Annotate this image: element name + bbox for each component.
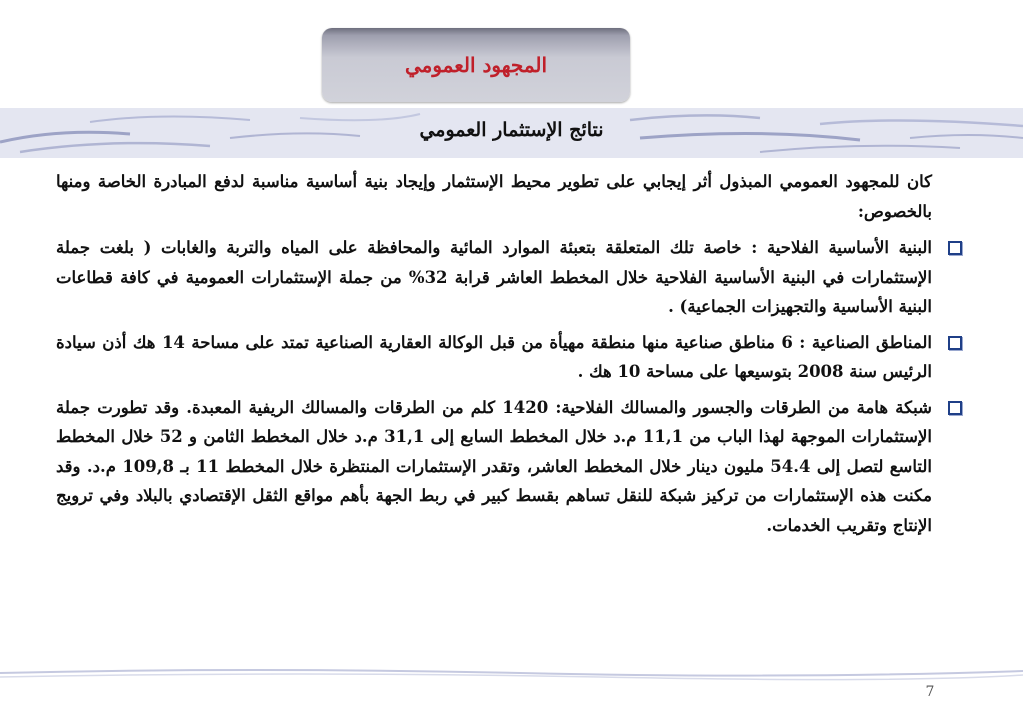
checkbox-bullet-icon	[948, 241, 962, 255]
list-item	[56, 233, 966, 322]
checkbox-bullet-icon	[948, 401, 962, 415]
title-band	[0, 108, 1023, 158]
footer-swirl-decoration	[0, 665, 1023, 681]
list-item	[56, 328, 966, 387]
list-item-text: المناطق الصناعية : 6 مناطق صناعية منها منطقة مهيأة من قبل الوكالة العقارية الصناعية تمتد على مساحة 14 هك أذن سيادة الرئيس سنة 2008 بتوسيعها على مساحة 10 هك .	[56, 332, 932, 381]
section-title: نتائج الإستثمار العمومي	[419, 119, 604, 141]
header-tab	[322, 28, 630, 102]
content-body	[56, 167, 966, 546]
list-item-text: البنية الأساسية الفلاحية : خاصة تلك المتعلقة بتعبئة الموارد المائية والمحافظة على المياه والتربة والغابات ( بلغت جملة الإستثمارات في البنية الأساسية الفلاحية خلال المخطط العاشر قرابة 32% من جملة الإستثمارات العمومية في كافة قطاعات البنية الأساسية والتجهيزات الجماعية) .	[56, 238, 932, 316]
page-number: 7	[925, 684, 935, 700]
checkbox-bullet-icon	[948, 336, 962, 350]
list-item	[56, 393, 966, 541]
list-item-text: شبكة هامة من الطرقات والجسور والمسالك الفلاحية: 1420 كلم من الطرقات والمسالك الريفية المعبدة. وقد تطورت جملة الإستثمارات الموجهة لهذا الباب من 11,1 م.د خلال المخطط السابع إلى 31,1 م.د خلال المخطط الثامن و 52 خلال المخطط التاسع لتصل إلى 54.4 مليون دينار خلال المخطط العاشر، وتقدر الإستثمارات المنتظرة خلال المخطط 11 بـ 109,8 م.د. وقد مكنت هذه الإستثمارات من تركيز شبكة للنقل تساهم بقسط كبير في ربط الجهة بأهم مواقع الثقل الإقتصادي بالبلاد وفي ترويج الإنتاج وتقريب الخدمات.	[56, 397, 932, 535]
header-title: المجهود العمومي	[404, 53, 548, 77]
intro-paragraph: كان للمجهود العمومي المبذول أثر إيجابي على تطوير محيط الإستثمار وإيجاد بنية أساسية مناسبة لدفع المبادرة الخاصة ومنها بالخصوص:	[56, 172, 932, 221]
